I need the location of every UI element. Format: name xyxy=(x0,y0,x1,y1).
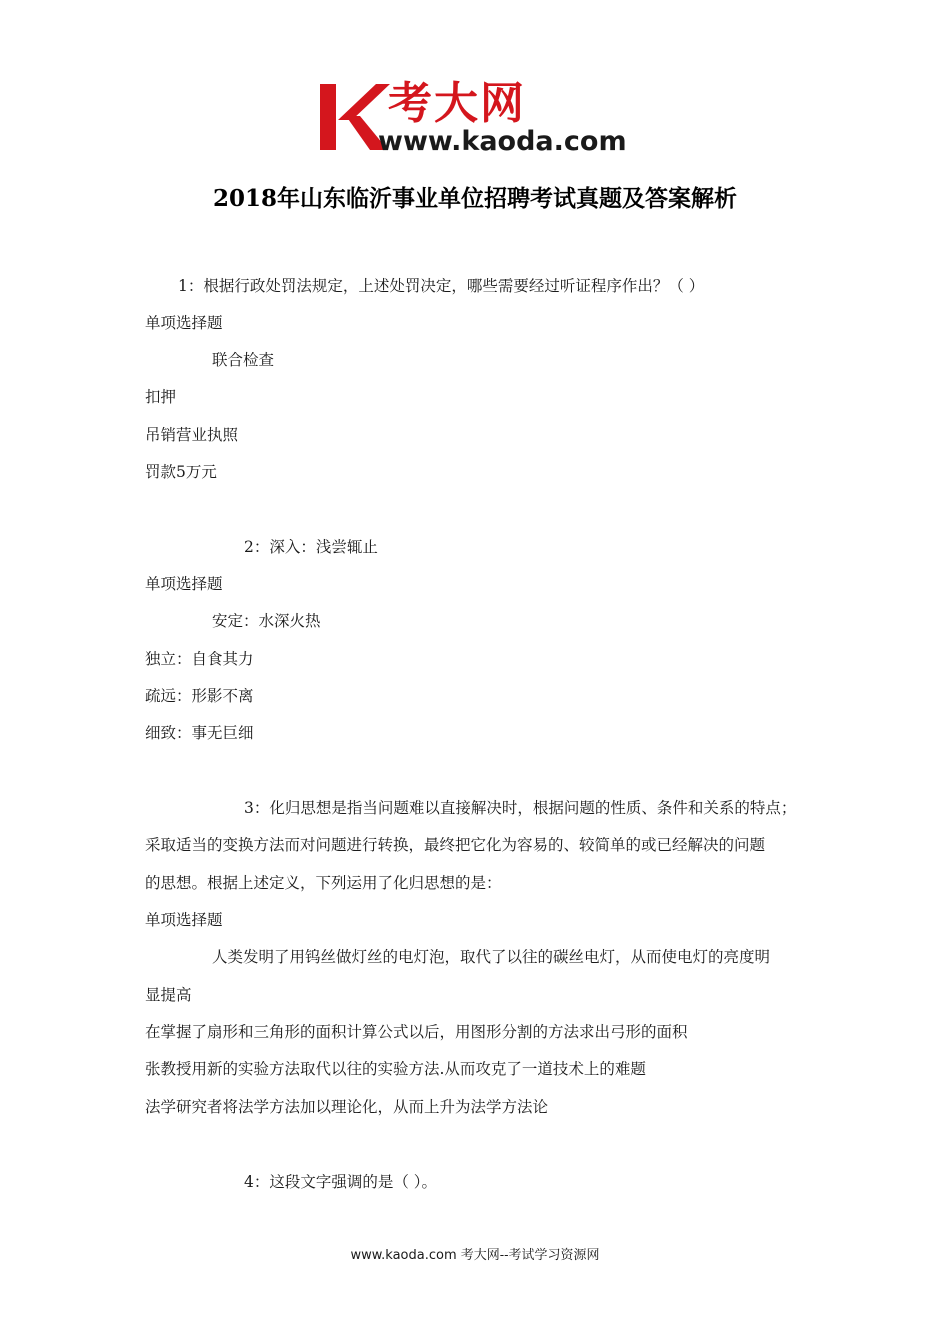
footer-url[interactable]: www.kaoda.com xyxy=(350,1248,457,1263)
question-1-option-c: 吊销营业执照 xyxy=(145,426,239,444)
question-2-option-a: 安定：水深火热 xyxy=(212,612,321,630)
page-footer xyxy=(0,1247,950,1265)
question-3-option-b: 在掌握了扇形和三角形的面积计算公式以后，用图形分割的方法求出弓形的面积 xyxy=(145,1023,688,1041)
question-1-option-b: 扣押 xyxy=(145,388,177,406)
question-1-option-a: 联合检查 xyxy=(212,351,275,369)
question-2-option-b: 独立：自食其力 xyxy=(145,650,254,668)
question-3-option-a-line-1: 人类发明了用钨丝做灯丝的电灯泡，取代了以往的碳丝电灯，从而使电灯的亮度明 xyxy=(212,948,771,966)
logo-brand-text: 考大网 xyxy=(388,78,526,129)
kaoda-logo xyxy=(318,78,648,160)
page-title: 2018年山东临沂事业单位招聘考试真题及答案解析 xyxy=(212,185,737,212)
question-2-stem: 2：深入：浅尝辄止 xyxy=(244,538,378,556)
question-3-type: 单项选择题 xyxy=(145,911,223,929)
question-3-option-d: 法学研究者将法学方法加以理论化，从而上升为法学方法论 xyxy=(145,1098,549,1116)
question-3-option-c: 张教授用新的实验方法取代以往的实验方法.从而攻克了一道技术上的难题 xyxy=(145,1060,646,1078)
question-3-stem-line-3: 的思想。根据上述定义，下列运用了化归思想的是： xyxy=(145,874,502,892)
question-1-type: 单项选择题 xyxy=(145,314,223,332)
question-1-stem: 1：根据行政处罚法规定，上述处罚决定，哪些需要经过听证程序作出？（ ） xyxy=(178,277,705,295)
footer-text: 考大网--考试学习资源网 xyxy=(456,1248,600,1263)
question-2-type: 单项选择题 xyxy=(145,575,223,593)
question-3-stem-line-1: 3：化归思想是指当问题难以直接解决时，根据问题的性质、条件和关系的特点； xyxy=(244,799,797,817)
question-2-option-c: 疏远：形影不离 xyxy=(145,687,254,705)
question-3-stem-line-2: 采取适当的变换方法而对问题进行转换，最终把它化为容易的、较简单的或已经解决的问题 xyxy=(145,836,766,854)
logo-url-text: www.kaoda.com xyxy=(378,126,627,157)
question-3-option-a-line-2: 显提高 xyxy=(145,986,192,1004)
question-2-option-d: 细致：事无巨细 xyxy=(145,724,254,742)
question-1-option-d: 罚款5万元 xyxy=(145,463,217,481)
question-4-stem: 4：这段文字强调的是（ ）。 xyxy=(244,1173,438,1191)
